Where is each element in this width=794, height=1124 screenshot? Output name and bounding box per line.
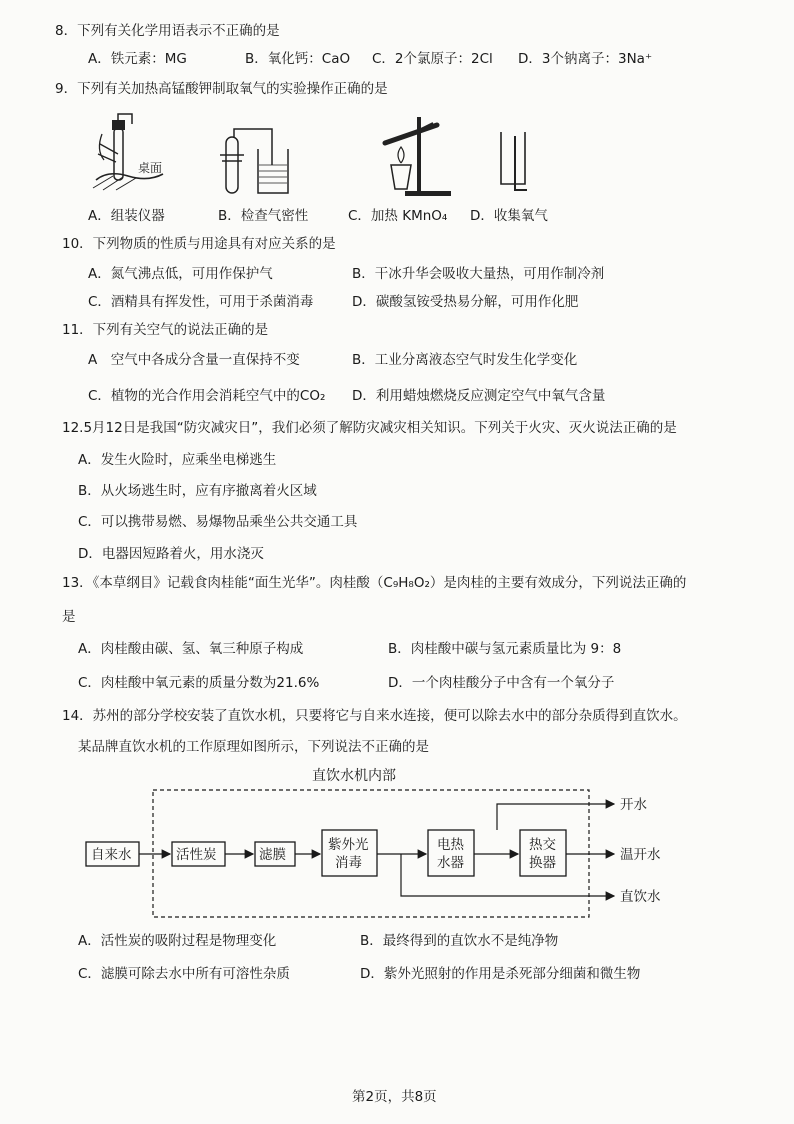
heat-exchanger-box: [520, 830, 566, 876]
q14-option-c: C．滤膜可除去水中所有可溶性杂质: [78, 966, 290, 982]
gas-bottle: [501, 132, 525, 184]
q14-stem-cont: 某品牌直饮水机的工作原理如图所示，下列说法不正确的是: [78, 739, 429, 755]
dispenser-boundary: [153, 790, 589, 917]
q14-option-b: B．最终得到的直饮水不是纯净物: [360, 933, 559, 949]
test-tube: [385, 125, 437, 143]
q14-stem: 14．苏州的部分学校安装了直饮水机，只要将它与自来水连接，便可以除去水中的部分杂质得到直饮水。: [62, 708, 687, 724]
q8-option-c: C．2个氯原子：2Cl: [372, 51, 493, 67]
q9-stem: 9．下列有关加热高锰酸钾制取氧气的实验操作正确的是: [55, 81, 388, 97]
q8-stem: 8．下列有关化学用语表示不正确的是: [55, 23, 280, 39]
q12-option-c: C．可以携带易燃、易爆物品乘坐公共交通工具: [78, 514, 358, 530]
q13-option-b: B．肉桂酸中碳与氢元素质量比为 9：8: [388, 641, 622, 657]
stopper: [112, 120, 125, 130]
q11-option-d: D．利用蜡烛燃烧反应测定空气中氧气含量: [352, 388, 606, 404]
q11-stem: 11．下列有关空气的说法正确的是: [62, 322, 269, 338]
q12-option-a: A．发生火险时，应乘坐电梯逃生: [78, 452, 277, 468]
direct-drinking-water-label: 直饮水: [620, 889, 661, 905]
q10-stem: 10．下列物质的性质与用途具有对应关系的是: [62, 236, 336, 252]
membrane-label: 滤膜: [259, 847, 286, 863]
tap-water-box: [86, 842, 139, 866]
warm-water-label: 温开水: [620, 847, 661, 863]
q9-figure-a: [88, 110, 168, 195]
q8-option-d: D．3个钠离子：3Na⁺: [518, 51, 653, 67]
activated-carbon-box: [172, 842, 225, 866]
q8-option-a: A．铁元素：MG: [88, 51, 187, 67]
q14-option-d: D．紫外光照射的作用是杀死部分细菌和微生物: [360, 966, 641, 982]
q12-option-b: B．从火场逃生时，应有序撤离着火区域: [78, 483, 317, 499]
q10-option-a: A．氮气沸点低，可用作保护气: [88, 266, 273, 282]
hand-icon: [98, 134, 118, 162]
q9-option-b: B．检查气密性: [218, 208, 309, 224]
q9-figure-c: [375, 113, 455, 198]
q9-option-c: C．加热 KMnO₄: [348, 208, 448, 224]
test-tube: [226, 137, 238, 193]
uv-sterilizer-box: [322, 830, 377, 876]
q13-option-a: A．肉桂酸由碳、氢、氧三种原子构成: [78, 641, 304, 657]
flame-icon: [398, 147, 404, 163]
membrane-box: [255, 842, 295, 866]
uv-label-line2: 消毒: [335, 855, 362, 871]
page-footer: 第2页，共8页: [352, 1089, 437, 1105]
q8-option-b: B．氧化钙：CaO: [245, 51, 351, 67]
activated-carbon-label: 活性炭: [176, 847, 217, 863]
q11-option-c: C．植物的光合作用会消耗空气中的CO₂: [88, 388, 326, 404]
q9-option-a: A．组装仪器: [88, 208, 165, 224]
uv-label-line1: 紫外光: [328, 837, 369, 853]
q14-option-a: A．活性炭的吸附过程是物理变化: [78, 933, 277, 949]
q11-option-a: A 空气中各成分含量一直保持不变: [88, 352, 300, 368]
q9-figure-d: [495, 128, 535, 198]
delivery-tube: [234, 129, 272, 165]
boiling-water-label: 开水: [620, 797, 647, 813]
tap-water-label: 自来水: [91, 847, 132, 863]
exchanger-label-line1: 热交: [529, 837, 556, 853]
q13-option-c: C．肉桂酸中氧元素的质量分数为21.6%: [78, 675, 320, 691]
alcohol-lamp: [391, 165, 411, 189]
test-tube: [114, 128, 123, 180]
q11-option-b: B．工业分离液态空气时发生化学变化: [352, 352, 578, 368]
q13-stem-cont: 是: [62, 609, 76, 625]
q12-option-d: D．电器因短路着火，用水浇灭: [78, 546, 264, 562]
diagram-title: 直饮水机内部: [312, 768, 396, 784]
q12-stem: 12.5月12日是我国“防灾减灾日”，我们必须了解防灾减灾相关知识。下列关于火灾、灭火说法正确的是: [62, 420, 677, 436]
heater-label-line2: 水器: [437, 855, 464, 871]
q10-option-d: D．碳酸氢铵受热易分解，可用作化肥: [352, 294, 579, 310]
q10-option-b: B．干冰升华会吸收大量热，可用作制冷剂: [352, 266, 605, 282]
q9-option-d: D．收集氧气: [470, 208, 548, 224]
flow-arrows: [139, 804, 614, 896]
desk-label: 桌面: [138, 161, 163, 175]
q13-stem: 13．《本草纲目》记载食肉桂能“面生光华”。肉桂酸（C₉H₈O₂）是肉桂的主要有效成分，下列说法正确的: [62, 575, 687, 591]
q13-option-d: D．一个肉桂酸分子中含有一个氧分子: [388, 675, 615, 691]
heater-label-line1: 电热: [437, 837, 464, 853]
q9-figure-b: [212, 125, 292, 197]
electric-heater-box: [428, 830, 474, 876]
exchanger-label-line2: 换器: [529, 855, 556, 871]
q10-option-c: C．酒精具有挥发性，可用于杀菌消毒: [88, 294, 314, 310]
